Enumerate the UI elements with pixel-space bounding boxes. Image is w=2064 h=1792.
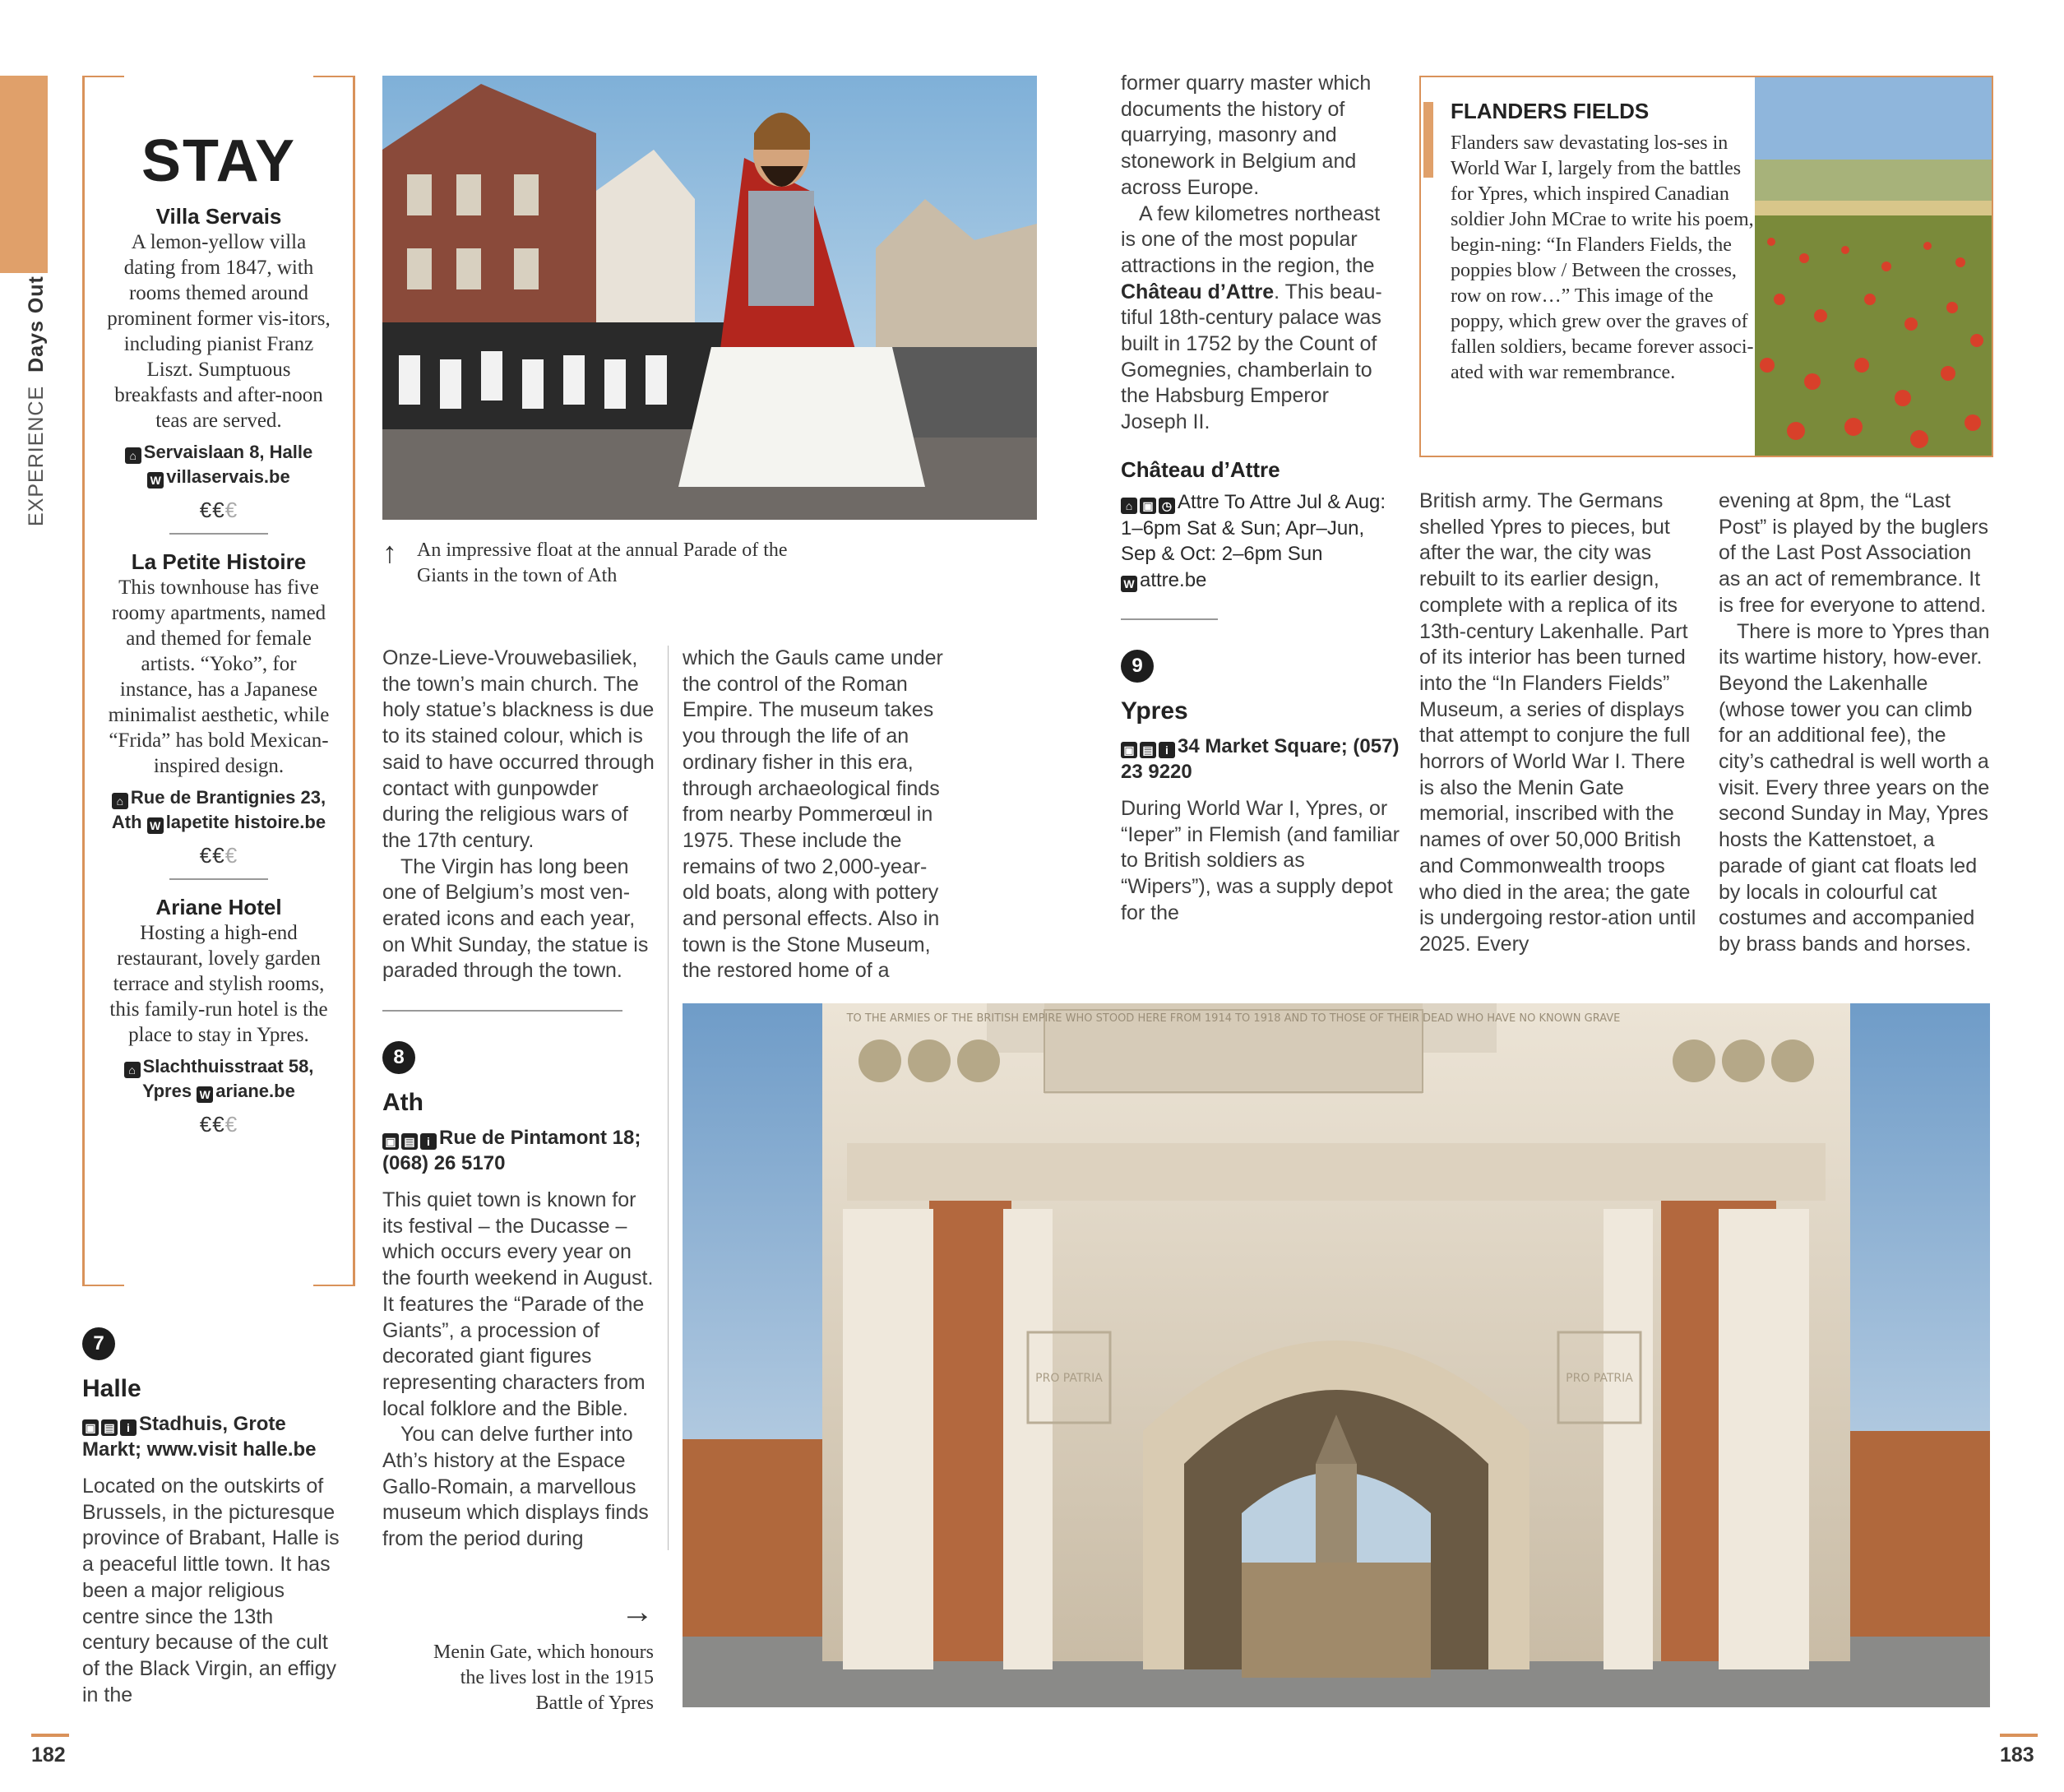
ath-info-text: Rue de Pintamont 18; (068) 26 5170 <box>382 1127 641 1174</box>
page-number-right: 183 <box>2000 1743 2034 1767</box>
chateau-section <box>1121 457 1392 594</box>
gate-inscription: TO THE ARMIES OF THE BRITISH EMPIRE WHO STOOD HERE FROM 1914 TO 1918 AND TO THOSE OF THEIR DEAD WHO HAVE NO KNOWN GRAVE <box>846 1012 1621 1025</box>
stay-title: STAY <box>141 128 297 194</box>
halle-section <box>82 1327 345 1708</box>
flanders-text: Flanders saw devastating los-ses in World War I, largely from the battles for Ypres, which inspired Canadian soldier John MCrae to write his poem, begin-ning: “In Flanders Fields, the poppies blow / Between the crosses, row on row…” This image of the poppy, which grew over the graves of fallen soldiers, became forever associ-ated with war remembrance. <box>1451 132 1754 383</box>
paragraph: There is more to Ypres than its wartime history, how-ever. Beyond the Lakenhalle (whose tower you can climb for an additional fee), the city’s cathedral is well worth a visit. Every three years on the second Sunday in May, Ypres hosts the Kattenstoet, a parade of giant cat floats led by locals in colourful cat costumes and accompanied by brass bands and horses. <box>1719 619 1990 956</box>
paragraph: A few kilometres northeast is one of the most popular attractions in the region, the Château d’Attre. This beau-tiful 18th-century palace was built in 1752 by the Count of Gomegnies, chamberlain to the Habsburg Emperor Joseph II. <box>1121 201 1382 434</box>
stay-entry-web[interactable]: villaservais.be <box>166 466 290 487</box>
stay-entry-info <box>104 785 333 835</box>
info-icon: i <box>1159 742 1175 758</box>
column-right-1 <box>1121 71 1396 436</box>
stay-entry-text: This townhouse has five roomy apartments, named and themed for female artists. “Yoko”, for instance, has a Japanese minimalist aesthetic, while “Frida” has bold Mexican-inspired design. <box>108 576 330 777</box>
side-label-chapter: Days Out <box>25 276 48 373</box>
page-number-left: 182 <box>31 1743 66 1767</box>
number-badge: 8 <box>382 1041 415 1074</box>
ath-info <box>382 1125 658 1176</box>
address-icon: ⌂ <box>1121 498 1137 514</box>
stay-box <box>82 76 355 1286</box>
flanders-title: FLANDERS FIELDS <box>1451 99 1650 123</box>
panel-text-left: PRO PATRIA <box>1035 1372 1103 1385</box>
halle-title: Halle <box>82 1375 141 1402</box>
ypres-info-text: 34 Market Square; (057) 23 9220 <box>1121 735 1400 783</box>
ypres-title: Ypres <box>1121 697 1188 725</box>
menin-gate-photo <box>683 1003 1990 1707</box>
parade-photo <box>382 76 1037 520</box>
address-icon: ⌂ <box>125 447 141 464</box>
address-icon: ⌂ <box>124 1062 141 1078</box>
number-badge: 7 <box>82 1327 115 1360</box>
flanders-fields-box <box>1419 76 1993 457</box>
stay-entry-villa-servais <box>104 204 333 535</box>
halle-info <box>82 1411 345 1462</box>
caption-text: Menin Gate, which honours the lives lost in the 1915 Battle of Ypres <box>433 1642 654 1714</box>
chateau-title: Château d’Attre <box>1121 457 1280 482</box>
stay-entry-address: Slachthuisstraat 58, Ypres <box>142 1056 314 1101</box>
stay-entry-ariane-hotel <box>104 895 333 1137</box>
page-number-left-marker <box>31 1734 69 1737</box>
panel-text-right: PRO PATRIA <box>1566 1372 1633 1385</box>
stay-entry-name: La Petite Histoire <box>131 549 307 574</box>
web-icon: W <box>147 472 164 489</box>
column-right-2 <box>1419 489 1697 958</box>
column-right-3 <box>1719 489 1992 958</box>
number-badge: 9 <box>1121 650 1154 683</box>
web-icon: W <box>147 817 164 834</box>
menin-gate-caption <box>428 1595 654 1716</box>
stay-entry-address: Rue de Brantignies 23, Ath <box>111 787 326 832</box>
chateau-info <box>1121 489 1392 594</box>
price-range: €€€ <box>199 843 238 868</box>
stay-entry-address: Servaislaan 8, Halle <box>143 442 313 462</box>
price-range: €€€ <box>199 498 238 522</box>
poppy-field-photo <box>1755 77 1992 456</box>
stay-entry-name: Villa Servais <box>155 204 282 229</box>
train-icon: ▣ <box>1121 742 1137 758</box>
ypres-text: During World War I, Ypres, or “Ieper” in Flemish (and familiar to British soldiers as “Wipers”), was a supply depot for the <box>1121 797 1400 924</box>
accent-bar <box>1423 102 1433 178</box>
stay-entry-name: Ariane Hotel <box>155 895 282 919</box>
train-icon: ▣ <box>82 1419 99 1436</box>
caption-text: An impressive float at the annual Parade of the Giants in the town of Ath <box>417 539 788 586</box>
section-divider <box>382 1010 622 1012</box>
web-icon: W <box>1121 576 1137 592</box>
chateau-web[interactable]: attre.be <box>1140 569 1207 592</box>
column-middle-right <box>683 646 954 984</box>
paragraph: evening at 8pm, the “Last Post” is played by the buglers of the Last Post Association as an act of remembrance. It is free for everyone to attend. <box>1719 489 1988 617</box>
paragraph: You can delve further into Ath’s history at the Espace Gallo-Romain, a marvellous museum which displays finds from the period during <box>382 1423 649 1551</box>
train-icon: ▣ <box>1140 498 1156 514</box>
ypres-section <box>1121 650 1400 927</box>
divider <box>169 533 268 535</box>
arrow-right-icon: → <box>621 1594 654 1630</box>
halle-info-text: Stadhuis, Grote Markt; www.visit halle.be <box>82 1413 317 1461</box>
halle-text: Located on the outskirts of Brussels, in the picturesque province of Brabant, Halle is a peaceful little town. It has been a major religious centre since the 13th century because of the cult of the Black Virgin, an effigy in the <box>82 1475 340 1706</box>
paragraph: British army. The Germans shelled Ypres to pieces, but after the war, the city was rebuilt to its earlier design, complete with a replica of its 13th-century Lakenhalle. Part of its interior has been turned into the “In Flanders Fields” Museum, a series of displays that attempt to conjure the full horrors of World War I. There is also the Menin Gate memorial, inscribed with the names of over 50,000 British and Commonwealth troops who died in the area; the gate is undergoing restor-ation until 2025. Every <box>1419 489 1696 956</box>
ath-section <box>382 1041 658 1553</box>
divider <box>169 878 268 880</box>
bus-icon: ▤ <box>1140 742 1156 758</box>
paragraph: which the Gauls came under the control of the Roman Empire. The museum takes you through the life of an ordinary fisher in this era, through archaeological finds from nearby Pommerœul in 1975. These include the remains of two 2,000-year-old boats, along with pottery and personal effects. Also in town is the Stone Museum, the restored home of a <box>683 646 943 983</box>
section-divider <box>1121 618 1218 620</box>
ypres-info <box>1121 734 1400 785</box>
ath-title: Ath <box>382 1089 423 1116</box>
stay-entry-text: A lemon-yellow villa dating from 1847, with rooms themed around prominent former vis-itors, including pianist Franz Liszt. Sumptuous breakfasts and after-noon teas are served. <box>107 231 331 432</box>
chateau-hours: Attre To Attre Jul & Aug: 1–6pm Sat & Sun; Apr–Jun, Sep & Oct: 2–6pm Sun <box>1121 491 1386 566</box>
page-number-right-marker <box>2000 1734 2038 1737</box>
clock-icon: ◷ <box>1159 498 1175 514</box>
bus-icon: ▤ <box>401 1133 418 1150</box>
address-icon: ⌂ <box>112 793 128 809</box>
paragraph: former quarry master which documents the history of quarrying, masonry and stonework in Belgium and across Europe. <box>1121 72 1372 199</box>
arrow-up-icon: ↑ <box>382 535 397 569</box>
price-range: €€€ <box>199 1112 238 1137</box>
side-label <box>25 276 49 526</box>
stay-entry-web[interactable]: lapetite histoire.be <box>165 812 326 832</box>
bus-icon: ▤ <box>101 1419 118 1436</box>
paragraph: The Virgin has long been one of Belgium’s most ven-erated icons and each year, on Whit Sunday, the statue is paraded through the town. <box>382 854 649 983</box>
column-rule <box>668 646 669 1550</box>
stay-entry-la-petite-histoire <box>104 549 333 880</box>
paragraph: This quiet town is known for its festival – the Ducasse – which occurs every year on the fourth weekend in August. It features the “Parade of the Giants”, a procession of decorated giant figures representing characters from local folklore and the Bible. <box>382 1188 654 1420</box>
stay-entry-info <box>104 1054 333 1104</box>
web-icon: W <box>197 1086 213 1103</box>
column-middle-left <box>382 646 658 984</box>
train-icon: ▣ <box>382 1133 399 1150</box>
side-label-section: EXPERIENCE <box>25 385 48 526</box>
side-tab <box>0 76 48 273</box>
stay-entry-info <box>104 440 333 489</box>
parade-caption <box>382 535 843 589</box>
info-icon: i <box>420 1133 437 1150</box>
paragraph: Onze-Lieve-Vrouwebasiliek, the town’s main church. The holy statue’s blackness is due to its stained colour, which is said to have occurred through contact with gunpowder during the religious wars of the 17th century. <box>382 646 655 852</box>
stay-entry-text: Hosting a high-end restaurant, lovely garden terrace and stylish rooms, this family-run hotel is the place to stay in Ypres. <box>109 922 328 1046</box>
stay-entry-web[interactable]: ariane.be <box>215 1081 295 1101</box>
info-icon: i <box>120 1419 137 1436</box>
